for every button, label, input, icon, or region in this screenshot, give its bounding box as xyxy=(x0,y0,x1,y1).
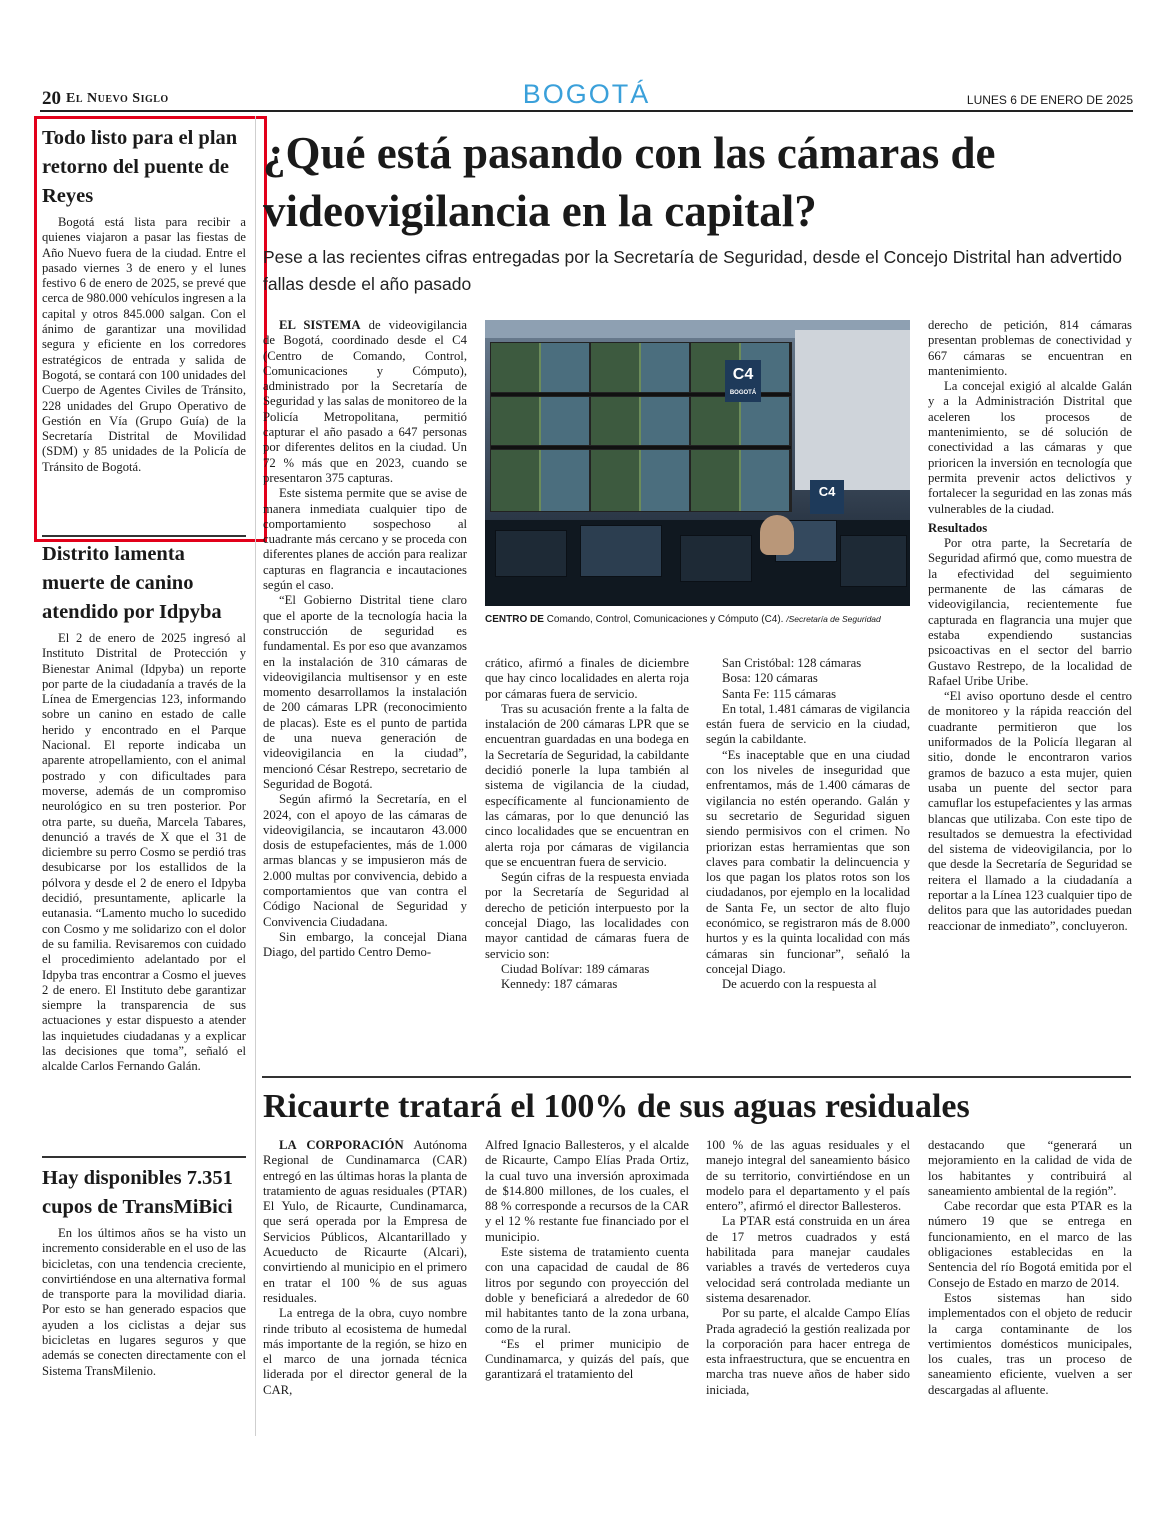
page-number: 20 xyxy=(42,88,61,109)
second-column-2 xyxy=(485,1138,689,1383)
paragraph: En total, 1.481 cámaras de vigilancia están fuera de servicio en la ciudad, según la cabildante. xyxy=(706,701,910,747)
lead-in: EL SISTEMA xyxy=(279,318,361,332)
second-column-4 xyxy=(928,1138,1132,1398)
list-item: San Cristóbal: 128 cámaras xyxy=(722,656,862,670)
brief-separator xyxy=(42,535,246,537)
brief-separator xyxy=(42,1156,246,1158)
brief-title: Hay disponibles 7.351 cupos de TransMiBici xyxy=(42,1167,233,1218)
second-headline: Ricaurte tratará el 100% de sus aguas residuales xyxy=(263,1088,970,1125)
paragraph: Tras su acusación frente a la falta de instalación de 200 cámaras LPR que se encuentran guardadas en una bodega en la Secretaría de Seguridad, la cabildante decidió ponerle la lupa también al sistema de vigilancia de la ciudad, específicamente al funcionamiento de las cámaras, por lo que denunció las cinco localidades que se encuentran en alerta roja por cámaras de vigilancia que se encuentran fuera de servicio. xyxy=(485,701,689,869)
header-rule xyxy=(40,110,1133,112)
lead-in: LA CORPORACIÓN xyxy=(279,1138,404,1152)
list-item: Ciudad Bolívar: 189 cámaras xyxy=(501,961,650,976)
paragraph: Sin embargo, la concejal Diana Diago, del partido Centro Demo- xyxy=(263,929,467,960)
brief-plan-retorno xyxy=(42,124,246,475)
second-column-3 xyxy=(706,1138,910,1398)
paragraph: La PTAR está construida en un área de 17 metros cuadrados y está habilitada para manejar caudales variables a través de vertederos cuya velocidad será controlada mediante un sistema desarenador. xyxy=(706,1214,910,1305)
section-subhead: Resultados xyxy=(928,520,988,535)
paragraph: crático, afirmó a finales de diciembre que hay cinco localidades en alerta roja por cámaras fuera de servicio. xyxy=(485,656,689,701)
brief-body: Bogotá está lista para recibir a quienes viajaron a pasar las fiestas de Año Nuevo fuera de la ciudad. Entre el pasado viernes 3 de enero y el lunes festivo 6 de enero de 2025, se prevé que cerca de 980.000 vehículos ingresen a la capital y otros 845.000 salgan. Con el ánimo de garantizar una movilidad segura y eficiente en los corredores estratégicos de entrada y salida de Bogotá, se contará con 100 unidades del Cuerpo de Agentes Civiles de Tránsito, 228 unidades del Grupo Operativo de Gestión en Vía (Grupo Guía) de la Secretaría Distrital de Movilidad (SDM) y 85 unidades de la Policía de Tránsito de Bogotá. xyxy=(42,215,246,474)
list-item: Bosa: 120 cámaras xyxy=(722,671,818,686)
paragraph: Este sistema permite que se avise de manera inmediata cualquier tipo de comportamiento sospechoso al cuadrante más cercano y se proceda con diferentes planes de acción para realizar capturas en flagrancia e incautaciones según el caso. xyxy=(263,486,467,593)
paragraph: Este sistema de tratamiento cuenta con una capacidad de caudal de 86 litros por segundo con proyección del doble y beneficiará a alrededor de 60 mil habitantes tanto de la zona urbana, como de la rural. xyxy=(485,1245,689,1336)
brief-body: El 2 de enero de 2025 ingresó al Instituto Distrital de Protección y Bienestar Animal (Idpyba) un reporte por parte de la ciudadanía a través de la Línea de Emergencias 123, informando sobre un canino en estado de calle herido y encontrado en el Parque Nacional. El reporte indicaba un aparente atropellamiento, con el animal postrado y con dificultades para moverse, además de un compromiso neurológico en su tren posterior. Por otra parte, su dueña, Marcela Tabares, denunció a través de X que el 31 de diciembre su perro Cosmo se perdió tras desubicarse por los estallidos de la pólvora y desde el 2 de enero el Idpyba decidió, presuntamente, aplicarle la eutanasia. “Lamento mucho lo sucedido con Cosmo y me solidarizo con el dolor de su familia. Revisaremos con cuidado el procedimiento adelantado por el Idpyba tras encontrar a Cosmo el jueves 2 de enero. El Instituto debe garantizar siempre la transparencia de sus actuaciones y estar dispuesto a atender las inquietudes ciudadanas y a explicar las decisiones que toma”, señaló el alcalde Carlos Fernando Galán. xyxy=(42,631,246,1074)
photo-caption: CENTRO DE Comando, Control, Comunicaciones y Cómputo (C4). /Secretaría de Seguridad xyxy=(485,614,881,625)
main-column-1 xyxy=(263,318,467,960)
c4-sign-secondary: C4 xyxy=(810,480,844,514)
article-separator xyxy=(262,1076,1131,1078)
paragraph: Según cifras de la respuesta enviada por la Secretaría de Seguridad al derecho de petición interpuesto por la concejal Diago, las localidades con mayor cantidad de cámaras fuera de servicio son: xyxy=(485,870,689,961)
c4-sign: C4 BOGOTÁ xyxy=(725,360,761,402)
operator-figure xyxy=(760,515,794,555)
newspaper-name: El Nuevo Siglo xyxy=(66,91,169,106)
paragraph: Alfred Ignacio Ballesteros, y el alcalde de Ricaurte, Campo Elías Prada Ortiz, la cual tuvo una inversión aproximada de $14.800 millones, de los cuales, el 88 % corresponde a recursos de la CAR y el 12 % restante fue financiado por el municipio. xyxy=(485,1138,689,1244)
paragraph: destacando que “generará un mejoramiento en la calidad de vida de los habitantes y contribuirá al saneamiento ambiental de la región”. xyxy=(928,1138,1132,1198)
paragraph: Por su parte, el alcalde Campo Elías Prada agradeció la gestión realizada por la corporación para hacer entrega de esta infraestructura, que se encuentra en marcha tras nueve años de haber sido iniciada, xyxy=(706,1306,910,1397)
paragraph: Estos sistemas han sido implementados con el objeto de reducir la carga contaminante de los vertimientos domésticos municipales, los cuales, tras un proceso de saneamiento eficiente, vuelven a ser descargadas al afluente. xyxy=(928,1290,1132,1397)
paragraph: “El aviso oportuno desde el centro de monitoreo y la rápida reacción del cuadrante permitieron que los uniformados de la Policía llegaran al sitio, donde le encontraron varios gramos de bazuco a esta mujer, quien usaba un puente del sector para camuflar los estupefacientes y las armas blancas que utilizaba. Con este tipo de resultados se demuestra la efectividad del sistema de videovigilancia, por lo que desde la Secretaría de Seguridad se reitera el llamado a la ciudadanía a reportar a la Línea 123 cualquier tipo de delitos para que las autoridades puedan reaccionar de inmediato”, concluyeron. xyxy=(928,689,1132,933)
second-column-1 xyxy=(263,1138,467,1398)
main-column-2 xyxy=(485,656,689,993)
list-item: Santa Fe: 115 cámaras xyxy=(722,686,837,701)
paragraph: Autónoma Regional de Cundinamarca (CAR) entregó en las últimas horas la planta de tratamiento de aguas residuales (PTAR) El Yulo, de Ricaurte, Cundinamarca, que será operada por la Empresa de Servicios Públicos, Alcantarillado y Acueducto de Ricaurte (Alcari), convirtiendo al municipio en el primero en tratar el 100 % de sus aguas residuales. xyxy=(263,1138,467,1305)
column-divider xyxy=(255,116,256,1436)
brief-title: Distrito lamenta muerte de canino atendido por Idpyba xyxy=(42,543,222,623)
brief-transmibici xyxy=(42,1164,246,1379)
brief-title: Todo listo para el plan retorno del puente de Reyes xyxy=(42,127,238,207)
paragraph: Por otra parte, la Secretaría de Seguridad afirmó que, como muestra de la efectividad del seguimiento permanente de las cámaras de videovigilancia, recientemente fue capturada en flagrancia una mujer que estaba expendiendo sustancias psicoactivas en el sector del barrio Gustavo Restrepo, de la localidad de Rafael Uribe Uribe. xyxy=(928,536,1132,688)
paragraph: “Es el primer municipio de Cundinamarca, y quizás del país, que garantizará el tratamiento del xyxy=(485,1336,689,1382)
paragraph: de videovigilancia de Bogotá, coordinado desde el C4 (Centro de Comando, Control, Comunicaciones y Cómputo), administrado por la Secretaría de Seguridad y las salas de monitoreo de la Policía Metropolitana, permitió capturar el año pasado a 647 personas por diferentes delitos en la ciudad. Un 72 % más que en 2023, cuando se presentaron 375 capturas. xyxy=(263,318,468,485)
main-column-4 xyxy=(928,318,1132,934)
paragraph: 100 % de las aguas residuales y el manejo integral del saneamiento básico de su territorio, convirtiéndose en un modelo para el departamento y el país entero”, afirmó el director Ballesteros. xyxy=(706,1138,910,1214)
main-column-3 xyxy=(706,656,910,993)
c4-control-room-photo xyxy=(485,320,910,606)
paragraph: “El Gobierno Distrital tiene claro que el aporte de la tecnología hacia la construcción de seguridad es fundamental. Es por eso que avanzamos en la instalación de 310 cámaras de videovigilancia multisensor y en este momento desarrollamos la instalación de 200 cámaras LPR (reconocimiento de placas). Este es el punto de partida de una nueva generación de videovigilancia en la ciudad”, mencionó César Restrepo, secretario de Seguridad de Bogotá. xyxy=(263,593,467,791)
main-subtitle: Pese a las recientes cifras entregadas por la Secretaría de Seguridad, desde el Concejo Distrital han advertido fallas desde el año pasado xyxy=(263,247,1122,294)
brief-canino xyxy=(42,540,246,1075)
issue-date: LUNES 6 DE ENERO DE 2025 xyxy=(966,93,1133,107)
main-headline: ¿Qué está pasando con las cámaras de videovigilancia en la capital? xyxy=(263,128,996,236)
paragraph: derecho de petición, 814 cámaras presentan problemas de conectividad y 667 cámaras se encuentran en mantenimiento. xyxy=(928,318,1132,378)
paragraph: La concejal exigió al alcalde Galán y a la Administración Distrital que aceleren los procesos de mantenimiento, se dé solución de conectividad a las cámaras y que prioricen la inversión en tecnología que permita prevenir actos delictivos y fortalecer la seguridad en las zonas más vulnerables de la ciudad. xyxy=(928,379,1132,516)
brief-body: En los últimos años se ha visto un incremento considerable en el uso de las bicicletas, con una tendencia creciente, convirtiéndose en una alternativa formal de transporte para la movilidad diaria. Por esto se han generado espacios que ayuden a los ciclistas a dejar sus bicicletas en lugares seguros y que además se conecten directamente con el Sistema TransMilenio. xyxy=(42,1226,246,1378)
paragraph: Según afirmó la Secretaría, en el 2024, con el apoyo de las cámaras de videovigilancia, se incautaron 43.000 dosis de estupefacientes, más de 1.000 armas blancas y se impusieron más de 2.000 multas por convivencia, debido a comportamientos que van contra el Código Nacional de Seguridad y Convivencia Ciudadana. xyxy=(263,792,467,929)
paragraph: De acuerdo con la respuesta al xyxy=(722,977,877,992)
paragraph: La entrega de la obra, cuyo nombre rinde tributo al ecosistema de humedal más importante de la región, se hizo en el marco de una jornada técnica liderada por el director general de la CAR, xyxy=(263,1306,467,1397)
paragraph: Cabe recordar que esta PTAR es la número 19 que se entrega en funcionamiento, en el marco de las obligaciones establecidas en la Sentencia del río Bogotá emitida por el Consejo de Estado en marzo de 2014. xyxy=(928,1199,1132,1290)
section-title: BOGOTÁ xyxy=(522,79,651,109)
list-item: Kennedy: 187 cámaras xyxy=(501,977,618,992)
paragraph: “Es inaceptable que en una ciudad con los niveles de inseguridad que enfrentamos, más de 1.400 cámaras de vigilancia no estén operando. Galán y su secretario de Seguridad siguen siendo permisivos con el crimen. No priorizan estas herramientas que son claves para combatir la delincuencia y los que pagan los platos rotos son los ciudadanos, por ejemplo en la localidad de Santa Fe, un sector de alto flujo económico, se registraron más de 8.000 hurtos y es la quinta localidad con más cámaras sin funcionar”, señaló la concejal Diago. xyxy=(706,747,910,976)
